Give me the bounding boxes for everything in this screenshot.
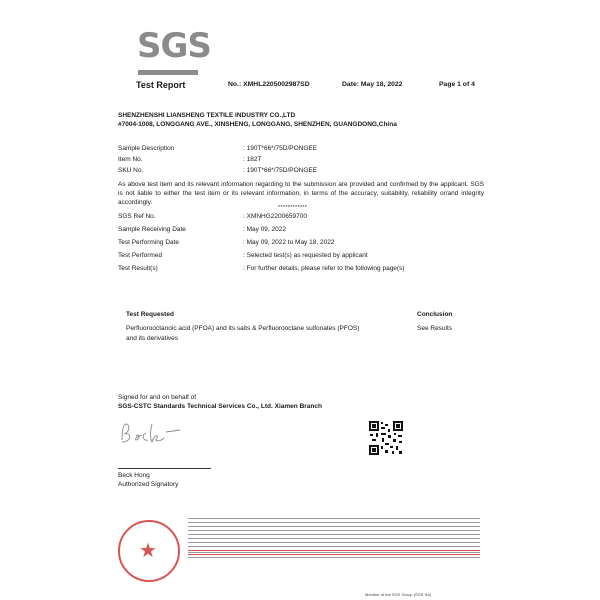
sku-no-value: : 190T*66*/75D/PONGEE [243, 167, 318, 174]
disclaimer-paragraph: As above test item and its relevant information regarding to the submission are provided and confirmed by the applicant. SGS is not liable to either the test item or its relevant information, in terms of the accuracy, suitability, reliability or/and integrity accordingly. [118, 181, 484, 207]
test-item-line1: Perfluorooctanoic acid (PFOA) and its salts & Perfluorooctane sulfonates (PFOS) [126, 325, 360, 332]
page-indicator: Page 1 of 4 [439, 81, 475, 88]
sgs-ref-label: SGS Ref No. [118, 213, 156, 220]
item-no-value: : 182T [243, 156, 262, 163]
report-title: Test Report [136, 80, 186, 90]
company-address: #7004-1008, LONGGANG AVE., XINSHENG, LONGGANG, SHENZHEN, GUANGDONG,China [118, 121, 397, 128]
sample-desc-value: : 190T*66*/75D/PONGEE [243, 145, 318, 152]
receiving-date-label: Sample Receiving Date [118, 226, 186, 233]
report-date: Date: May 18, 2022 [342, 81, 403, 88]
test-performed-value: : Selected test(s) as requested by applicant [243, 252, 368, 259]
signatory-role: Authorized Signatory [118, 481, 179, 488]
signed-on-behalf: Signed for and on behalf of [118, 394, 197, 401]
signing-company: SGS-CSTC Standards Technical Services Co., Ltd. Xiamen Branch [118, 403, 322, 410]
receiving-date-value: : May 09, 2022 [243, 226, 286, 233]
test-performed-label: Test Performed [118, 252, 163, 259]
test-item-line2: and its derivatives [126, 335, 179, 342]
report-number: No.: XMHL2205002987SD [228, 81, 310, 88]
seal-star-icon: ★ [139, 540, 157, 562]
handwritten-signature [118, 420, 188, 448]
test-requested-header: Test Requested [126, 311, 174, 318]
footer [118, 516, 484, 597]
signatory-name: Beck Hong [118, 472, 150, 479]
separator-stars: ************ [278, 205, 308, 211]
signature-line [118, 468, 211, 469]
sgs-ref-value: : XMNHG2200659700 [243, 213, 307, 220]
contact-address-lines [188, 550, 480, 560]
company-name: SHENZHENSHI LIANSHENG TEXTILE INDUSTRY CO.,LTD [118, 112, 296, 119]
qr-code [368, 420, 404, 456]
sgs-logo: SGS [137, 28, 201, 68]
performing-date-label: Test Performing Date [118, 239, 180, 246]
official-seal [118, 520, 180, 582]
sample-desc-label: Sample Description [118, 145, 175, 152]
conclusion-header: Conclusion [417, 311, 453, 318]
item-no-label: Item No. [118, 156, 143, 163]
sku-no-label: SKU No. [118, 167, 144, 174]
test-conclusion-value: See Results [417, 325, 453, 332]
test-results-value: : For further details, please refer to the following page(s) [243, 265, 405, 272]
sgs-group-member: Member of the SGS Group (SGS SA) [365, 592, 432, 597]
test-results-label: Test Result(s) [118, 265, 158, 272]
performing-date-value: : May 09, 2022 to May 18, 2022 [243, 239, 335, 246]
